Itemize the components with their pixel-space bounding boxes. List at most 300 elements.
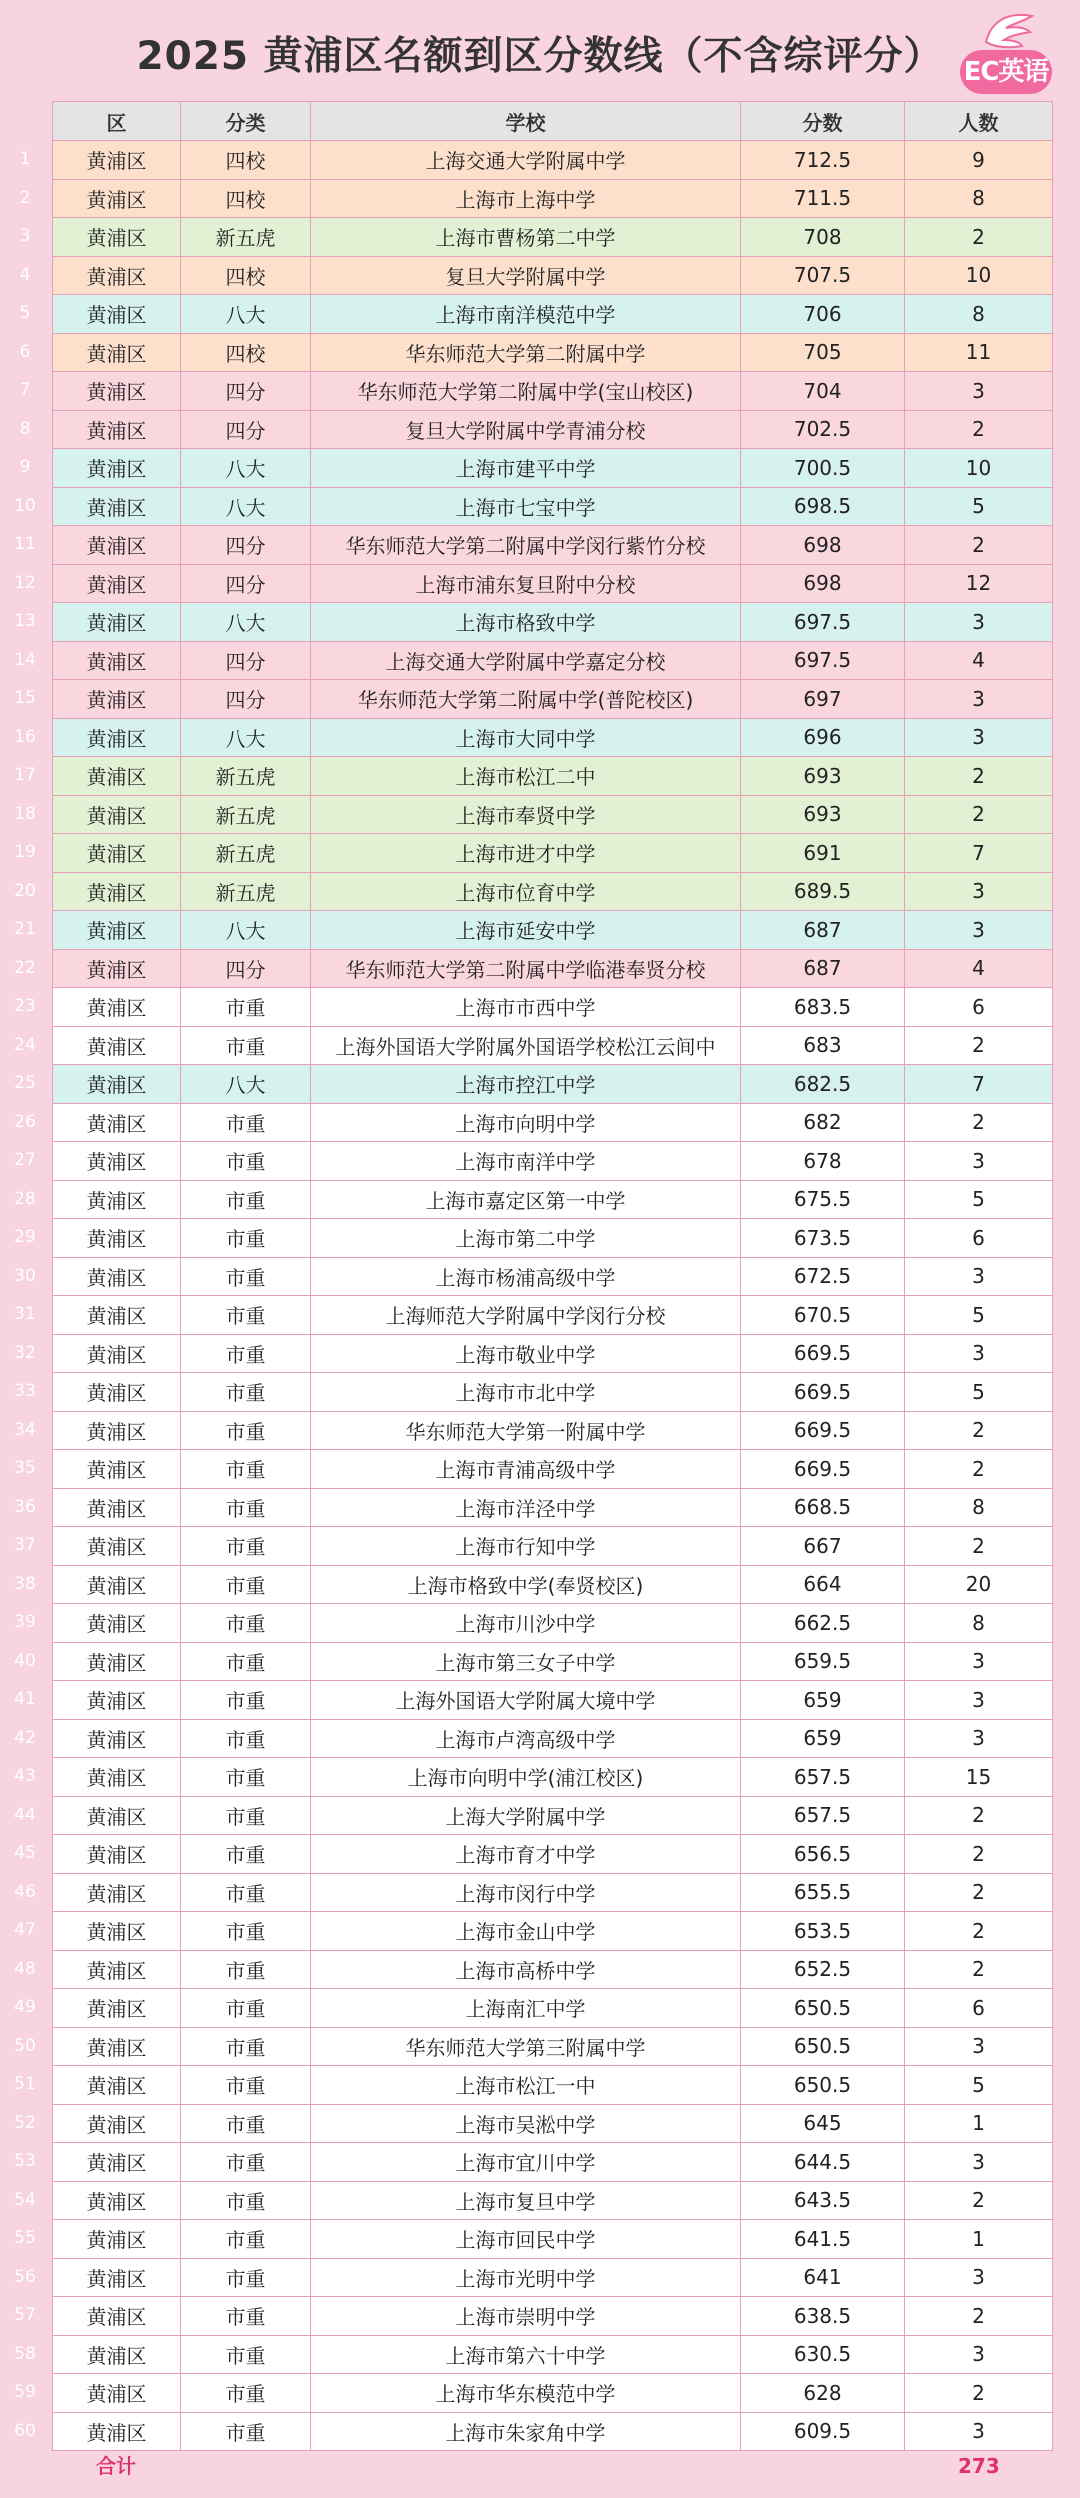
cell-count: 1	[905, 2104, 1053, 2143]
row-number: 43	[14, 1766, 36, 1786]
table-row	[53, 449, 1053, 488]
table-row	[53, 2104, 1053, 2143]
row-number: 9	[19, 457, 31, 477]
cell-category: 新五虎	[181, 218, 311, 257]
cell-district: 黄浦区	[53, 2143, 181, 2182]
row-number: 4	[19, 264, 31, 285]
cell-count: 5	[905, 1296, 1053, 1335]
cell-score: 641.5	[741, 2220, 905, 2259]
table-row	[53, 795, 1053, 834]
row-number: 39	[14, 1612, 36, 1632]
cell-district: 黄浦区	[53, 218, 181, 257]
cell-school: 华东师范大学第二附属中学临港奉贤分校	[311, 949, 741, 988]
cell-school: 上海市回民中学	[311, 2220, 741, 2259]
table-row	[53, 1719, 1053, 1758]
table-row	[53, 872, 1053, 911]
table-row	[53, 1989, 1053, 2028]
header-school: 学校	[311, 102, 741, 141]
cell-school: 上海市松江二中	[311, 757, 741, 796]
cell-category: 市重	[181, 1296, 311, 1335]
row-number: 49	[14, 1997, 36, 2017]
cell-school: 上海市青浦高级中学	[311, 1450, 741, 1489]
cell-category: 市重	[181, 1103, 311, 1142]
cell-district: 黄浦区	[53, 487, 181, 526]
cell-count: 3	[905, 1719, 1053, 1758]
cell-district: 黄浦区	[53, 718, 181, 757]
cell-school: 上海市杨浦高级中学	[311, 1257, 741, 1296]
table-row	[53, 2066, 1053, 2105]
cell-score: 643.5	[741, 2181, 905, 2220]
row-number: 35	[14, 1458, 36, 1478]
cell-category: 市重	[181, 2027, 311, 2066]
cell-category: 市重	[181, 1488, 311, 1527]
cell-category: 四分	[181, 564, 311, 603]
table-row	[53, 2143, 1053, 2182]
cell-count: 2	[905, 526, 1053, 565]
cell-category: 新五虎	[181, 834, 311, 873]
cell-district: 黄浦区	[53, 834, 181, 873]
table-row	[53, 1912, 1053, 1951]
table-row	[53, 1373, 1053, 1412]
cell-district: 黄浦区	[53, 1296, 181, 1335]
row-number: 34	[14, 1419, 36, 1440]
table-row	[53, 1835, 1053, 1874]
cell-school: 上海外国语大学附属外国语学校松江云间中	[311, 1026, 741, 1065]
cell-score: 687	[741, 949, 905, 988]
table-row	[53, 1103, 1053, 1142]
cell-score: 669.5	[741, 1411, 905, 1450]
row-number: 5	[19, 303, 31, 323]
cell-category: 四校	[181, 141, 311, 180]
cell-score: 656.5	[741, 1835, 905, 1874]
cell-school: 上海市向明中学	[311, 1103, 741, 1142]
cell-district: 黄浦区	[53, 1758, 181, 1797]
row-number: 15	[14, 688, 36, 708]
row-number: 60	[14, 2420, 36, 2441]
cell-district: 黄浦区	[53, 2104, 181, 2143]
cell-school: 华东师范大学第二附属中学闵行紫竹分校	[311, 526, 741, 565]
row-number: 54	[14, 2189, 36, 2210]
cell-score: 706	[741, 295, 905, 334]
cell-score: 628	[741, 2374, 905, 2413]
cell-school: 上海市建平中学	[311, 449, 741, 488]
cell-score: 645	[741, 2104, 905, 2143]
cell-category: 市重	[181, 2258, 311, 2297]
cell-count: 10	[905, 449, 1053, 488]
cell-score: 711.5	[741, 179, 905, 218]
cell-school: 复旦大学附属中学青浦分校	[311, 410, 741, 449]
cell-count: 2	[905, 1026, 1053, 1065]
row-number: 55	[14, 2228, 36, 2248]
cell-category: 四校	[181, 179, 311, 218]
cell-score: 682.5	[741, 1065, 905, 1104]
row-number: 47	[14, 1920, 36, 1940]
cell-district: 黄浦区	[53, 2412, 181, 2451]
cell-school: 上海市第三女子中学	[311, 1642, 741, 1681]
cell-count: 20	[905, 1565, 1053, 1604]
cell-score: 667	[741, 1527, 905, 1566]
row-number: 44	[14, 1804, 36, 1825]
cell-score: 689.5	[741, 872, 905, 911]
cell-score: 698	[741, 564, 905, 603]
cell-district: 黄浦区	[53, 1142, 181, 1181]
table-row	[53, 718, 1053, 757]
cell-category: 市重	[181, 1796, 311, 1835]
cell-category: 新五虎	[181, 795, 311, 834]
cell-school: 上海交通大学附属中学嘉定分校	[311, 641, 741, 680]
row-number: 19	[14, 842, 36, 862]
cell-school: 上海市光明中学	[311, 2258, 741, 2297]
cell-score: 659	[741, 1681, 905, 1720]
table-row	[53, 1604, 1053, 1643]
row-number: 41	[14, 1689, 36, 1709]
cell-district: 黄浦区	[53, 2181, 181, 2220]
page-title: 2025 黄浦区名额到区分数线（不含综评分）	[136, 34, 944, 79]
row-number: 42	[14, 1727, 36, 1748]
cell-score: 691	[741, 834, 905, 873]
row-number: 10	[14, 495, 36, 516]
cell-district: 黄浦区	[53, 2220, 181, 2259]
cell-school: 上海市曹杨第二中学	[311, 218, 741, 257]
cell-score: 708	[741, 218, 905, 257]
cell-school: 上海市洋泾中学	[311, 1488, 741, 1527]
table-row	[53, 1026, 1053, 1065]
cell-count: 8	[905, 1604, 1053, 1643]
cell-category: 市重	[181, 1257, 311, 1296]
cell-count: 2	[905, 1450, 1053, 1489]
cell-district: 黄浦区	[53, 1642, 181, 1681]
table-row	[53, 1758, 1053, 1797]
cell-district: 黄浦区	[53, 1681, 181, 1720]
cell-district: 黄浦区	[53, 372, 181, 411]
cell-count: 2	[905, 1912, 1053, 1951]
cell-school: 上海市敬业中学	[311, 1334, 741, 1373]
table-row	[53, 2374, 1053, 2413]
table-row	[53, 2220, 1053, 2259]
cell-count: 3	[905, 1257, 1053, 1296]
row-number: 59	[14, 2382, 36, 2402]
cell-count: 3	[905, 1642, 1053, 1681]
table-row	[53, 1065, 1053, 1104]
cell-district: 黄浦区	[53, 1873, 181, 1912]
table-row	[53, 1450, 1053, 1489]
total-value: 273	[958, 2454, 1000, 2478]
cell-category: 市重	[181, 1681, 311, 1720]
table-row	[53, 2258, 1053, 2297]
cell-district: 黄浦区	[53, 1065, 181, 1104]
cell-score: 657.5	[741, 1796, 905, 1835]
cell-district: 黄浦区	[53, 1103, 181, 1142]
table-row	[53, 641, 1053, 680]
table-row	[53, 2027, 1053, 2066]
row-number: 30	[14, 1265, 36, 1286]
cell-school: 华东师范大学第二附属中学(普陀校区)	[311, 680, 741, 719]
cell-district: 黄浦区	[53, 911, 181, 950]
cell-score: 653.5	[741, 1912, 905, 1951]
row-number: 50	[14, 2035, 36, 2056]
cell-count: 3	[905, 718, 1053, 757]
cell-count: 1	[905, 2220, 1053, 2259]
cell-district: 黄浦区	[53, 680, 181, 719]
cell-count: 6	[905, 1989, 1053, 2028]
cell-count: 2	[905, 757, 1053, 796]
header-row	[53, 102, 1053, 141]
row-number: 53	[14, 2151, 36, 2171]
cell-district: 黄浦区	[53, 1257, 181, 1296]
cell-category: 市重	[181, 1450, 311, 1489]
cell-school: 上海市浦东复旦附中分校	[311, 564, 741, 603]
cell-category: 四分	[181, 680, 311, 719]
cell-score: 698.5	[741, 487, 905, 526]
cell-score: 659	[741, 1719, 905, 1758]
row-number: 48	[14, 1958, 36, 1979]
cell-count: 3	[905, 2335, 1053, 2374]
cell-district: 黄浦区	[53, 872, 181, 911]
cell-score: 683	[741, 1026, 905, 1065]
table-row	[53, 295, 1053, 334]
cell-count: 2	[905, 1835, 1053, 1874]
table-row	[53, 2412, 1053, 2451]
cell-school: 上海师范大学附属中学闵行分校	[311, 1296, 741, 1335]
cell-count: 2	[905, 1103, 1053, 1142]
logo-badge: EC英语	[960, 50, 1052, 94]
table-row	[53, 2181, 1053, 2220]
cell-score: 697.5	[741, 603, 905, 642]
row-number: 3	[19, 226, 31, 246]
cell-count: 2	[905, 1950, 1053, 1989]
table-row	[53, 526, 1053, 565]
cell-school: 上海市七宝中学	[311, 487, 741, 526]
cell-school: 上海市大同中学	[311, 718, 741, 757]
cell-category: 四分	[181, 410, 311, 449]
row-number: 52	[14, 2112, 36, 2133]
row-number: 29	[14, 1227, 36, 1247]
cell-category: 市重	[181, 2066, 311, 2105]
cell-category: 市重	[181, 1604, 311, 1643]
cell-category: 市重	[181, 1719, 311, 1758]
cell-category: 市重	[181, 1758, 311, 1797]
cell-score: 662.5	[741, 1604, 905, 1643]
row-number: 25	[14, 1073, 36, 1093]
cell-category: 四校	[181, 256, 311, 295]
cell-school: 复旦大学附属中学	[311, 256, 741, 295]
table-row	[53, 141, 1053, 180]
cell-count: 2	[905, 410, 1053, 449]
cell-district: 黄浦区	[53, 1411, 181, 1450]
header-category: 分类	[181, 102, 311, 141]
cell-school: 上海市朱家角中学	[311, 2412, 741, 2451]
cell-score: 705	[741, 333, 905, 372]
row-number: 20	[14, 880, 36, 901]
cell-score: 669.5	[741, 1450, 905, 1489]
cell-district: 黄浦区	[53, 2066, 181, 2105]
cell-district: 黄浦区	[53, 2374, 181, 2413]
row-number: 38	[14, 1573, 36, 1594]
cell-school: 上海市控江中学	[311, 1065, 741, 1104]
cell-school: 上海市奉贤中学	[311, 795, 741, 834]
cell-district: 黄浦区	[53, 1180, 181, 1219]
cell-count: 8	[905, 1488, 1053, 1527]
row-number: 7	[19, 380, 31, 400]
row-number: 6	[19, 341, 31, 362]
row-number: 8	[19, 418, 31, 439]
cell-category: 四分	[181, 641, 311, 680]
row-number: 45	[14, 1843, 36, 1863]
row-number: 12	[14, 572, 36, 593]
cell-district: 黄浦区	[53, 449, 181, 488]
cell-category: 市重	[181, 1142, 311, 1181]
cell-school: 上海市格致中学(奉贤校区)	[311, 1565, 741, 1604]
cell-count: 3	[905, 603, 1053, 642]
cell-district: 黄浦区	[53, 1912, 181, 1951]
cell-score: 652.5	[741, 1950, 905, 1989]
cell-count: 3	[905, 1334, 1053, 1373]
cell-count: 5	[905, 487, 1053, 526]
cell-district: 黄浦区	[53, 949, 181, 988]
table-row	[53, 179, 1053, 218]
cell-score: 693	[741, 757, 905, 796]
cell-category: 八大	[181, 718, 311, 757]
cell-score: 655.5	[741, 1873, 905, 1912]
cell-score: 675.5	[741, 1180, 905, 1219]
cell-category: 市重	[181, 1912, 311, 1951]
table-row	[53, 1334, 1053, 1373]
row-number: 56	[14, 2266, 36, 2287]
cell-category: 四分	[181, 526, 311, 565]
row-number: 36	[14, 1496, 36, 1517]
cell-count: 6	[905, 988, 1053, 1027]
cell-score: 704	[741, 372, 905, 411]
cell-category: 市重	[181, 1989, 311, 2028]
cell-category: 市重	[181, 1642, 311, 1681]
cell-district: 黄浦区	[53, 410, 181, 449]
row-number: 46	[14, 1881, 36, 1902]
cell-district: 黄浦区	[53, 2335, 181, 2374]
row-number: 27	[14, 1150, 36, 1170]
table-row	[53, 2335, 1053, 2374]
cell-school: 上海市上海中学	[311, 179, 741, 218]
cell-category: 市重	[181, 2181, 311, 2220]
table-row	[53, 1950, 1053, 1989]
cell-count: 2	[905, 1796, 1053, 1835]
row-number: 16	[14, 726, 36, 747]
row-number: 11	[14, 534, 36, 554]
cell-school: 上海市嘉定区第一中学	[311, 1180, 741, 1219]
cell-count: 12	[905, 564, 1053, 603]
cell-school: 上海市复旦中学	[311, 2181, 741, 2220]
cell-count: 7	[905, 834, 1053, 873]
cell-school: 上海市卢湾高级中学	[311, 1719, 741, 1758]
table-row	[53, 911, 1053, 950]
row-number: 26	[14, 1111, 36, 1132]
cell-count: 8	[905, 179, 1053, 218]
cell-district: 黄浦区	[53, 2297, 181, 2336]
cell-score: 630.5	[741, 2335, 905, 2374]
table-row	[53, 256, 1053, 295]
table-row	[53, 1488, 1053, 1527]
cell-category: 四校	[181, 333, 311, 372]
cell-score: 669.5	[741, 1334, 905, 1373]
cell-category: 市重	[181, 2143, 311, 2182]
cell-school: 上海市第六十中学	[311, 2335, 741, 2374]
cell-count: 3	[905, 1681, 1053, 1720]
cell-school: 上海市第二中学	[311, 1219, 741, 1258]
table-row	[53, 487, 1053, 526]
cell-count: 2	[905, 1411, 1053, 1450]
cell-district: 黄浦区	[53, 1565, 181, 1604]
cell-category: 市重	[181, 2104, 311, 2143]
cell-count: 2	[905, 2181, 1053, 2220]
cell-school: 上海市华东模范中学	[311, 2374, 741, 2413]
cell-score: 641	[741, 2258, 905, 2297]
row-number: 31	[14, 1304, 36, 1324]
cell-category: 新五虎	[181, 872, 311, 911]
cell-count: 2	[905, 2374, 1053, 2413]
cell-category: 市重	[181, 1373, 311, 1412]
cell-district: 黄浦区	[53, 988, 181, 1027]
cell-school: 上海市崇明中学	[311, 2297, 741, 2336]
cell-district: 黄浦区	[53, 333, 181, 372]
cell-score: 696	[741, 718, 905, 757]
table-row	[53, 1296, 1053, 1335]
cell-school: 上海市位育中学	[311, 872, 741, 911]
table-row	[53, 757, 1053, 796]
cell-count: 5	[905, 1373, 1053, 1412]
cell-score: 650.5	[741, 2027, 905, 2066]
row-number: 40	[14, 1650, 36, 1671]
cell-category: 市重	[181, 1835, 311, 1874]
row-number: 33	[14, 1381, 36, 1401]
cell-score: 693	[741, 795, 905, 834]
cell-district: 黄浦区	[53, 1835, 181, 1874]
cell-district: 黄浦区	[53, 1219, 181, 1258]
cell-count: 4	[905, 641, 1053, 680]
cell-score: 712.5	[741, 141, 905, 180]
cell-district: 黄浦区	[53, 179, 181, 218]
cell-count: 2	[905, 1873, 1053, 1912]
cell-school: 上海市延安中学	[311, 911, 741, 950]
cell-category: 市重	[181, 1565, 311, 1604]
cell-count: 15	[905, 1758, 1053, 1797]
cell-category: 八大	[181, 1065, 311, 1104]
table-row	[53, 333, 1053, 372]
cell-score: 700.5	[741, 449, 905, 488]
cell-school: 上海南汇中学	[311, 1989, 741, 2028]
table-row	[53, 988, 1053, 1027]
cell-school: 上海市市北中学	[311, 1373, 741, 1412]
cell-district: 黄浦区	[53, 1950, 181, 1989]
cell-district: 黄浦区	[53, 1719, 181, 1758]
table-row	[53, 1642, 1053, 1681]
table-row	[53, 410, 1053, 449]
cell-school: 华东师范大学第一附属中学	[311, 1411, 741, 1450]
cell-district: 黄浦区	[53, 1989, 181, 2028]
table-row	[53, 2297, 1053, 2336]
cell-category: 市重	[181, 1219, 311, 1258]
cell-category: 市重	[181, 1873, 311, 1912]
cell-category: 八大	[181, 487, 311, 526]
cell-school: 上海市川沙中学	[311, 1604, 741, 1643]
cell-school: 上海市育才中学	[311, 1835, 741, 1874]
cell-count: 3	[905, 2412, 1053, 2451]
cell-count: 3	[905, 2027, 1053, 2066]
row-number: 58	[14, 2343, 36, 2364]
row-number: 24	[14, 1034, 36, 1055]
cell-count: 2	[905, 2297, 1053, 2336]
cell-count: 3	[905, 2143, 1053, 2182]
cell-school: 华东师范大学第二附属中学(宝山校区)	[311, 372, 741, 411]
table-row	[53, 949, 1053, 988]
